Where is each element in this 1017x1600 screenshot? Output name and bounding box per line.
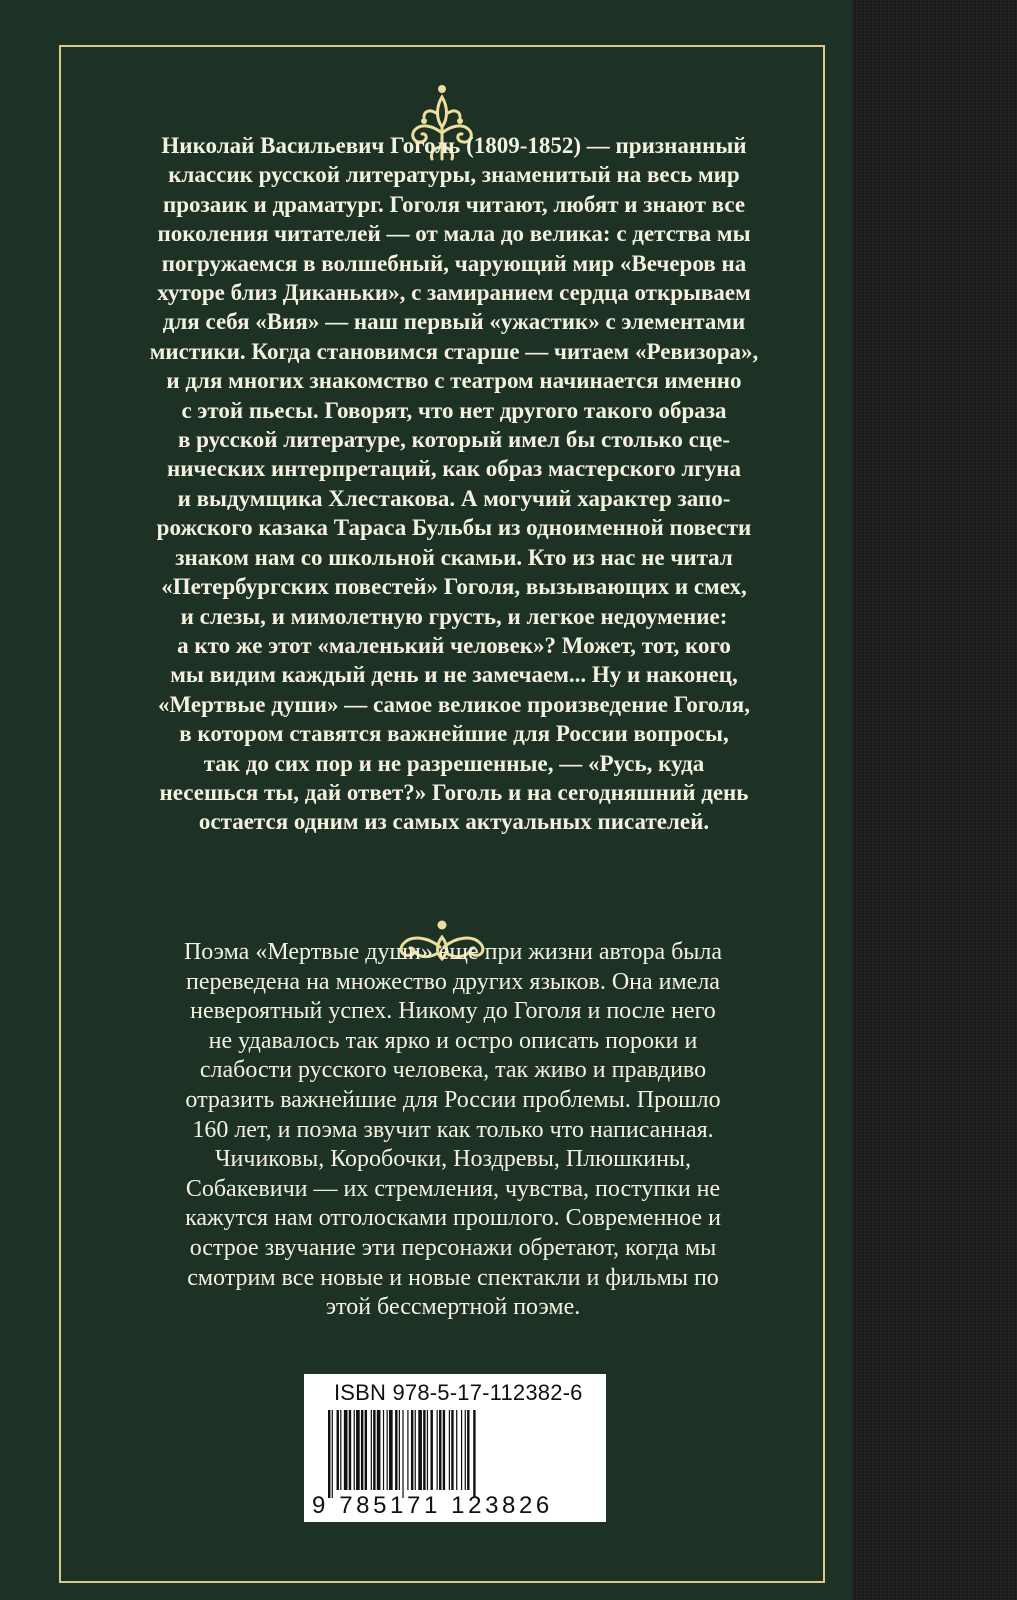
bio-line: в русской литературе, который имел бы столько сце- (177, 427, 731, 453)
poem-description (113, 938, 793, 1323)
bio-line: мистики. Когда становимся старше — читаем «Ревизора», (149, 338, 759, 364)
bio-line: рожского казака Тараса Бульбы из одноименной повести (156, 515, 752, 541)
barcode-digits: 9 785171 123826 (312, 1492, 553, 1519)
bio-line: и слезы, и мимолетную грусть, и легкое недоумение: (180, 603, 728, 629)
bio-line: «Петербургских повестей» Гоголя, вызывающих и смех, (161, 574, 747, 600)
poem-line: смотрим все новые и новые спектакли и фильмы по (187, 1264, 719, 1291)
isbn-barcode (304, 1374, 606, 1522)
bio-line: погружаемся в волшебный, чарующий мир «Вечеров на (161, 250, 747, 276)
bio-line: хуторе близ Диканьки», с замиранием сердца открываем (157, 280, 751, 306)
bio-line: Николай Васильевич Гоголь (1809-1852) — признанный (161, 133, 747, 158)
bio-line: знаком нам со школьной скамьи. Кто из нас не читал (175, 544, 733, 570)
poem-line: кажутся нам отголосками прошлого. Современное и (185, 1205, 721, 1232)
bio-line: остается одним из самых актуальных писателей. (198, 809, 710, 835)
bio-line: классик русской литературы, знаменитый на весь мир (168, 162, 740, 188)
poem-line: слабости русского человека, так живо и правдиво (199, 1057, 707, 1084)
bio-line: для себя «Вия» — наш первый «ужастик» с элементами (162, 309, 746, 335)
book-spine (852, 0, 1017, 1600)
poem-line: Поэма «Мертвые души» еще при жизни автора была (183, 939, 723, 965)
poem-line: 160 лет, и поэма звучит как только что написанная. (192, 1116, 714, 1143)
isbn-number: ISBN 978-5-17-112382-6 (334, 1380, 583, 1405)
poem-line: Собакевичи — их стремления, чувства, поступки не (185, 1175, 721, 1202)
poem-line: переведена на множество других языков. Она имела (186, 968, 720, 995)
bio-line: мы видим каждый день и не замечаем... Ну и наконец, (170, 662, 738, 688)
bio-line: а кто же этот «маленький человек»? Может, тот, кого (177, 632, 731, 658)
poem-line: этой бессмертной поэме. (325, 1294, 581, 1321)
barcode-bars (328, 1410, 588, 1498)
poem-line: отразить важнейшие для России проблемы. Прошло (185, 1086, 721, 1113)
bio-line: в котором ставятся важнейшие для России вопросы, (179, 721, 729, 747)
poem-line: не удавалось так ярко и остро описать пороки и (208, 1027, 698, 1054)
author-biography (118, 131, 790, 837)
bio-line: и для многих знакомство с театром начинается именно (166, 368, 742, 394)
bio-line: прозаик и драматург. Гоголя читают, любят и знают все (162, 191, 746, 217)
bio-line: так до сих пор и не разрешенные, — «Русь, куда (203, 750, 705, 776)
bio-line: несешься ты, дай ответ?» Гоголь и на сегодняшний день (159, 779, 749, 805)
bio-line: «Мертвые души» — самое великое произведение Гоголя, (158, 691, 750, 717)
bio-line: нических интерпретаций, как образ мастерского лгуна (167, 456, 741, 482)
bio-line: и выдумщика Хлестакова. А могучий характер запо- (177, 485, 731, 511)
poem-line: острое звучание эти персонажи обретают, когда мы (189, 1234, 717, 1261)
bio-line: с этой пьесы. Говорят, что нет другого такого образа (181, 397, 727, 423)
bio-line: поколения читателей — от мала до велика: с детства мы (157, 221, 751, 247)
poem-line: невероятный успех. Никому до Гоголя и после него (190, 998, 716, 1025)
poem-line: Чичиковы, Коробочки, Ноздревы, Плюшкины, (214, 1146, 692, 1173)
